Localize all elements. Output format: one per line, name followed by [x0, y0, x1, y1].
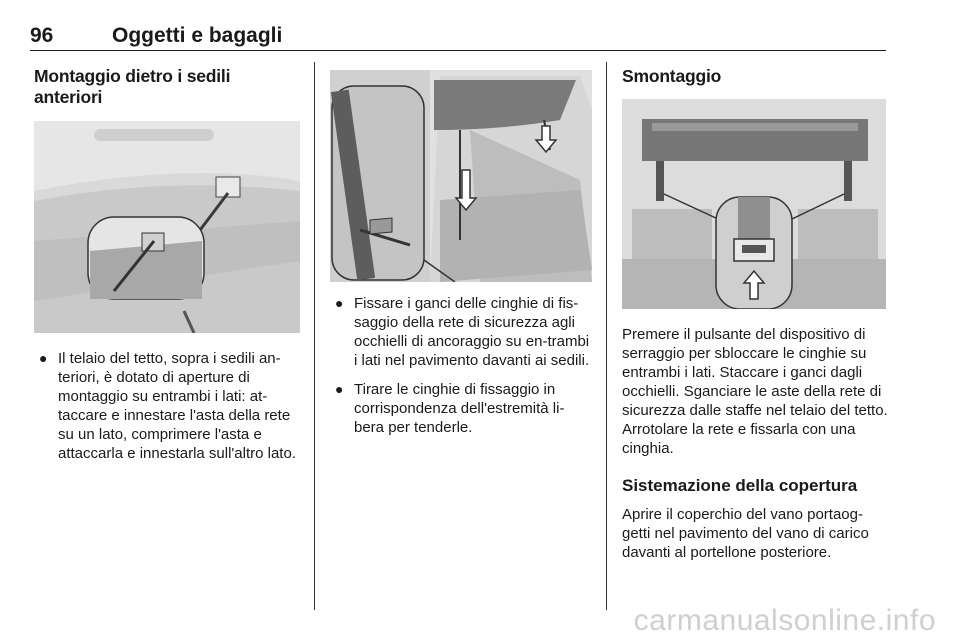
section-subheading: Sistemazione della copertura — [622, 476, 858, 495]
page-header — [30, 18, 886, 51]
watermark: carmanualsonline.info — [633, 604, 936, 637]
page-number: 96 — [30, 24, 54, 47]
column-3 — [622, 58, 888, 562]
roof-frame-illustration — [34, 121, 300, 333]
list-item: ● Il telaio del tetto, sopra i sedili an-teriori, è dotato di aperture di montaggio su entrambi i lati: at-taccare e innestare l'asta della rete su un lato, comprimere l'asta e attaccarla e innestarla sull'altro lato. — [39, 350, 296, 462]
page-title: Oggetti e bagagli — [112, 24, 283, 47]
paragraph: Aprire il coperchio del vano portaog-getti nel pavimento del vano di carico davanti al portellone posteriore. — [622, 506, 869, 561]
column-divider — [606, 62, 607, 610]
list-item: ● Tirare le cinghie di fissaggio in corrispondenza dell'estremità li-bera per tenderle. — [335, 381, 565, 436]
column-2 — [330, 58, 592, 447]
list-item: ● Fissare i ganci delle cinghie di fis-saggio della rete di sicurezza agli occhielli di ancoraggio su en-trambi i lati nel pavimento davanti ai sedili. — [335, 295, 590, 369]
section-heading: Montaggio dietro i sedili anteriori — [34, 66, 231, 107]
column-divider — [314, 62, 315, 610]
floor-anchor-illustration — [330, 70, 592, 282]
paragraph: Premere il pulsante del dispositivo di serraggio per sbloccare le cinghie su entrambi i lati. Staccare i ganci dagli occhielli. Sganciare le aste della rete di sicurezza dalle staffe nel telaio del tetto. Arrotolare la rete e fissarla con una cinghia. — [622, 326, 888, 457]
column-1 — [34, 58, 300, 473]
removal-illustration — [622, 99, 886, 309]
section-heading: Smontaggio — [622, 66, 722, 86]
